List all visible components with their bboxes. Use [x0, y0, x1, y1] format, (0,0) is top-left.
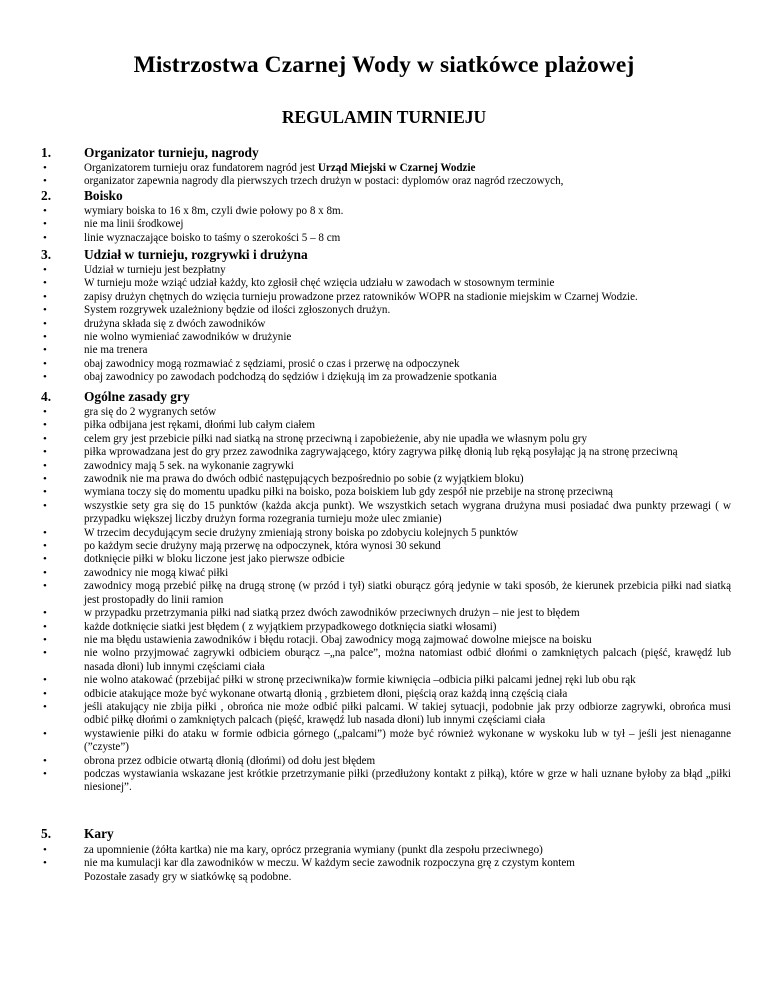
- list-item: [41, 304, 731, 317]
- section-heading-text: Kary: [84, 826, 114, 841]
- bullet-icon: •: [43, 633, 47, 646]
- section-number: 1.: [41, 145, 52, 160]
- list-item: [41, 540, 731, 553]
- list-item: [41, 358, 731, 371]
- bullet-icon: •: [43, 566, 47, 579]
- document-title: Mistrzostwa Czarnej Wody w siatkówce plażowej: [133, 52, 635, 78]
- list-item: [41, 433, 731, 446]
- section-list: [41, 162, 731, 189]
- section-court: [41, 187, 731, 245]
- list-item: [41, 768, 731, 795]
- list-item: [41, 264, 731, 277]
- section-participation: [41, 246, 731, 385]
- list-item-text: zawodnicy mają 5 sek. na wykonanie zagrywki: [84, 459, 294, 472]
- list-item-text: nie ma linii środkowej: [84, 218, 184, 231]
- bullet-icon: •: [43, 175, 47, 188]
- list-item: [41, 674, 731, 687]
- list-item: [41, 567, 731, 580]
- list-item-text: podczas wystawiania wskazane jest krótkie przetrzymanie piłki (przedłużony kontakt z piłką), które w grze w hali uznane byłoby za błąd „piłki niesionej”.: [84, 767, 731, 794]
- list-item: [41, 218, 731, 231]
- bullet-icon: •: [43, 580, 47, 593]
- list-item: [41, 419, 731, 432]
- bullet-icon: •: [43, 205, 47, 217]
- list-item-text: Pozostałe zasady gry w siatkówkę są podobne.: [84, 870, 292, 883]
- bullet-icon: •: [43, 857, 47, 870]
- list-item: [41, 688, 731, 701]
- section-general-rules: [41, 388, 731, 795]
- bullet-icon: •: [43, 647, 47, 660]
- list-item-text: obaj zawodnicy po zawodach podchodzą do sędziów i dziękują im za prowadzenie spotkania: [84, 371, 497, 384]
- bullet-icon: •: [43, 674, 47, 687]
- list-item: [41, 232, 731, 245]
- list-item-text: odbicie atakujące może być wykonane otwartą dłonią , grzbietem dłoni, pięścią oraz każdą inną częścią ciała: [84, 687, 568, 700]
- list-item-text: nie wolno wymieniać zawodników w drużynie: [84, 331, 292, 344]
- list-item-text: Udział w turnieju jest bezpłatny: [84, 264, 226, 276]
- bullet-icon: •: [43, 767, 47, 780]
- list-item-text: wymiary boiska to 16 x 8m, czyli dwie połowy po 8 x 8m.: [84, 205, 344, 217]
- list-item: [41, 406, 731, 419]
- section-heading: [41, 825, 731, 842]
- list-item-text: po każdym secie drużyny mają przerwę na odpoczynek, która wynosi 30 sekund: [84, 540, 441, 553]
- section-penalties: [41, 825, 731, 884]
- list-item: [41, 621, 731, 634]
- list-item: [41, 607, 731, 620]
- list-item-text: obrona przez odbicie otwartą dłonią (dłońmi) od dołu jest błędem: [84, 754, 376, 767]
- section-heading-text: Boisko: [84, 188, 123, 203]
- list-item: [41, 371, 731, 384]
- bullet-icon: •: [43, 459, 47, 472]
- list-item-text: w przypadku przetrzymania piłki nad siatką przez dwóch zawodników przeciwnych drużyn – nie jest to błędem: [84, 607, 580, 620]
- list-item: [41, 755, 731, 768]
- bullet-icon: •: [43, 290, 47, 303]
- bullet-icon: •: [43, 844, 47, 856]
- bullet-icon: •: [43, 317, 47, 330]
- bullet-icon: •: [43, 687, 47, 700]
- section-heading: [41, 246, 731, 263]
- bullet-icon: •: [43, 304, 47, 317]
- list-item-text: zawodnicy mogą przebić piłkę na drugą stronę (w przód i tył) siatki oburącz górą jedynie w taki sposób, że kierunek przebicia piłki nad siatką jest prostopadły do linii ramion: [84, 580, 731, 606]
- section-heading-text: Udział w turnieju, rozgrywki i drużyna: [84, 247, 308, 262]
- list-item: [41, 647, 731, 674]
- list-item-text: gra się do 2 wygranych setów: [84, 406, 217, 418]
- bullet-icon: •: [43, 727, 47, 740]
- organizer-name: Urząd Miejski w Czarnej Wodzie: [317, 162, 476, 174]
- list-item-text: nie ma kumulacji kar dla zawodników w meczu. W każdym secie zawodnik rozpoczyna grę z czystym kontem: [84, 857, 575, 870]
- bullet-icon: •: [43, 406, 47, 418]
- section-heading: [41, 144, 731, 161]
- bullet-icon: •: [43, 162, 47, 174]
- section-heading-text: Organizator turnieju, nagrody: [84, 145, 259, 160]
- list-item: [41, 553, 731, 566]
- list-item-text: zawodnik nie ma prawa do dwóch odbić następujących bezpośrednio po sobie (z wyjątkiem bloku): [84, 473, 524, 486]
- list-item-text: Organizatorem turnieju oraz fundatorem nagród jest: [84, 162, 318, 174]
- list-item-text: piłka odbijana jest rękami, dłońmi lub całym ciałem: [84, 419, 316, 432]
- list-item: [41, 473, 731, 486]
- bullet-icon: •: [43, 357, 47, 370]
- list-item: [41, 277, 731, 290]
- list-item-text: wystawienie piłki do ataku w formie odbicia górnego („palcami”) może być również wykonane w wyskoku lub w tył – jeśli jest nienaganne (”czyste”): [84, 727, 731, 754]
- list-item: [41, 857, 731, 870]
- document-subtitle: REGULAMIN TURNIEJU: [281, 107, 487, 127]
- section-list: [41, 406, 731, 795]
- list-item: [41, 318, 731, 331]
- list-item: [41, 701, 731, 728]
- list-item: [41, 844, 731, 857]
- list-item-text: za upomnienie (żółta kartka) nie ma kary, oprócz przegrania wymiany (punkt dla zespołu przeciwnego): [84, 844, 543, 856]
- list-item-text: drużyna składa się z dwóch zawodników: [84, 317, 266, 330]
- list-item-text: celem gry jest przebicie piłki nad siatką na stronę przeciwną i zapobieżenie, aby nie upadła we własnym polu gry: [84, 432, 588, 445]
- list-item-text: nie ma błędu ustawienia zawodników i błędu rotacji. Obaj zawodnicy mogą zajmować dowolne miejsce na boisku: [84, 633, 592, 646]
- list-item: [41, 331, 731, 344]
- bullet-icon: •: [43, 231, 47, 244]
- section-number: 4.: [41, 389, 52, 404]
- section-number: 2.: [41, 188, 52, 203]
- list-item: [41, 344, 731, 357]
- list-item: [41, 580, 731, 607]
- list-item-text: piłka wprowadzana jest do gry przez zawodnika zagrywającego, który zagrywa piłkę dłonią lub ręką posyłając ją na stronę przeciwną: [84, 446, 678, 459]
- list-item: [41, 205, 731, 218]
- bullet-icon: •: [43, 486, 47, 499]
- bullet-icon: •: [43, 607, 47, 620]
- section-heading: [41, 187, 731, 204]
- list-item-text: W turnieju może wziąć udział każdy, kto zgłosił chęć wzięcia udziału w zawodach w stosownym terminie: [84, 277, 555, 290]
- list-item-text: nie ma trenera: [84, 344, 148, 357]
- list-item-text: wszystkie sety gra się do 15 punktów (każda akcja punkt). We wszystkich setach wygrana drużyna musi posiadać dwa punkty przewagi ( w przypadku większej liczby drużyn forma rozegrania turnieju może ulec zmianie): [84, 499, 731, 526]
- list-item: [41, 500, 731, 527]
- bullet-icon: •: [43, 419, 47, 432]
- list-item-text: nie wolno przyjmować zagrywki odbiciem oburącz –„na palce”, można natomiast odbić dłońmi o zamkniętych palcach (pięść, krawędź lub nasada dłoni) lub innymi częściami ciała: [84, 647, 731, 673]
- list-item-text: organizator zapewnia nagrody dla pierwszych trzech drużyn w postaci: dyplomów oraz nagród rzeczowych,: [84, 175, 564, 188]
- section-heading: [41, 388, 731, 405]
- section-number: 5.: [41, 826, 52, 841]
- bullet-icon: •: [43, 432, 47, 445]
- list-item-text: każde dotknięcie siatki jest błędem ( z wyjątkiem przypadkowego dotknięcia siatki włosami): [84, 620, 497, 633]
- list-item-text: linie wyznaczające boisko to taśmy o szerokości 5 – 8 cm: [84, 231, 341, 244]
- section-heading-text: Ogólne zasady gry: [84, 389, 190, 404]
- list-item: [41, 291, 731, 304]
- bullet-icon: •: [43, 620, 47, 633]
- list-item-text: wymiana toczy się do momentu upadku piłki na boisko, poza boiskiem lub gdy zespół nie przebije na stronę przeciwną: [84, 486, 613, 499]
- list-item: [41, 460, 731, 473]
- list-item-text: jeśli atakujący nie zbija piłki , obrońca nie może odbić piłki palcami. W takiej sytuacji, podobnie jak przy odbiorze zagrywki, obrońca musi odbić piłkę dłońmi o zamkniętych palcach (pięść, krawędź lub nasada dłoni) lub innymi częściami ciała: [84, 700, 731, 727]
- list-item-text: System rozgrywek uzależniony będzie od ilości zgłoszonych drużyn.: [84, 304, 391, 317]
- list-item: [41, 162, 731, 175]
- bullet-icon: •: [43, 700, 47, 713]
- list-item-text: zawodnicy nie mogą kiwać piłki: [84, 566, 229, 579]
- list-item: [41, 728, 731, 755]
- list-item: [41, 527, 731, 540]
- list-item: [41, 634, 731, 647]
- section-number: 3.: [41, 247, 52, 262]
- list-item-text: W trzecim decydującym secie drużyny zmieniają strony boiska po zdobyciu kolejnych 5 punktów: [84, 526, 519, 539]
- bullet-icon: •: [43, 446, 47, 459]
- section-list: [41, 264, 731, 385]
- section-list: [41, 205, 731, 245]
- bullet-icon: •: [43, 371, 47, 384]
- list-item-text: nie wolno atakować (przebijać piłki w stronę przeciwnika)w formie kiwnięcia –odbicia piłki palcami jednej ręki lub obu rąk: [84, 674, 636, 687]
- bullet-icon: •: [43, 499, 47, 512]
- bullet-icon: •: [43, 473, 47, 486]
- bullet-icon: •: [43, 754, 47, 767]
- section-organizer: [41, 144, 731, 189]
- section-list: [41, 844, 731, 884]
- bullet-icon: •: [43, 540, 47, 553]
- bullet-icon: •: [43, 344, 47, 357]
- bullet-icon: •: [43, 526, 47, 539]
- bullet-icon: •: [43, 331, 47, 344]
- bullet-icon: •: [43, 553, 47, 566]
- bullet-icon: •: [43, 218, 47, 231]
- list-item-text: zapisy drużyn chętnych do wzięcia turnieju prowadzone przez ratowników WOPR na stadionie miejskim w Czarnej Wodzie.: [84, 290, 638, 303]
- list-item-text: obaj zawodnicy mogą rozmawiać z sędziami, prosić o czas i przerwę na odpoczynek: [84, 357, 460, 370]
- list-item: [41, 446, 731, 459]
- bullet-icon: •: [43, 277, 47, 290]
- list-item: [41, 871, 731, 884]
- list-item-text: dotknięcie piłki w bloku liczone jest jako pierwsze odbicie: [84, 553, 345, 566]
- bullet-icon: •: [43, 264, 47, 276]
- list-item: [41, 486, 731, 499]
